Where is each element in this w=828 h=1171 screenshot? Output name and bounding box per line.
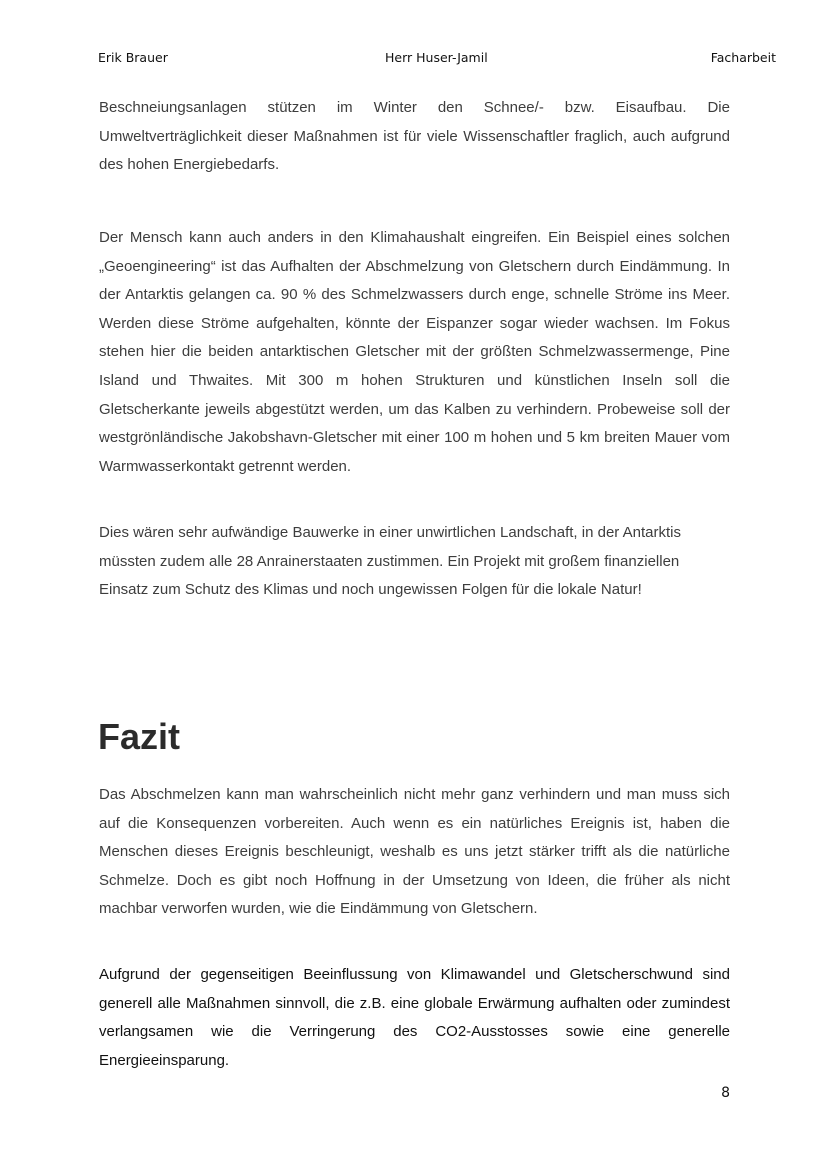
page-header bbox=[98, 50, 776, 70]
header-teacher: Herr Huser-Jamil bbox=[385, 50, 488, 65]
paragraph-geoengineering: Der Mensch kann auch anders in den Klimahaushalt eingreifen. Ein Beispiel eines solchen „Geoengineering“ ist das Aufhalten der Abschmelzung von Gletschern durch Eindämmung. In der Antarktis gelangen ca. 90 % des Schmelzwassers durch enge, schnelle Ströme ins Meer. Werden diese Ströme aufgehalten, könnte der Eispanzer sogar wieder wachsen. Im Fokus stehen hier die beiden antarktischen Gletscher mit der größten Schmelzwassermenge, Pine Island und Thwaites. Mit 300 m hohen Strukturen und künstlichen Inseln soll die Gletscherkante jeweils abgestützt werden, um das Kalben zu verhindern. Probeweise soll der westgrönländische Jakobshavn-Gletscher mit einer 100 m hohen und 5 km breiten Mauer vom Warmwasserkontakt getrennt werden. bbox=[99, 229, 730, 475]
paragraph-conclusion-1: Das Abschmelzen kann man wahrscheinlich nicht mehr ganz verhindern und man muss sich auf die Konsequenzen vorbereiten. Auch wenn es ein natürliches Ereignis ist, haben die Menschen dieses Ereignis beschleunigt, weshalb es uns jetzt stärker trifft als die natürliche Schmelze. Doch es gibt noch Hoffnung in der Umsetzung von Ideen, die früher als nicht machbar verworfen wurden, wie die Eindämmung von Gletschern. bbox=[99, 786, 730, 918]
header-author: Erik Brauer bbox=[98, 50, 168, 65]
paragraph-snowmaking: Beschneiungsanlagen stützen im Winter den Schnee/- bzw. Eisaufbau. Die Umweltverträglichkeit dieser Maßnahmen ist für viele Wissenschaftler fraglich, auch aufgrund des hohen Energiebedarfs. bbox=[99, 99, 730, 174]
page-number: 8 bbox=[721, 1085, 730, 1101]
header-document-type: Facharbeit bbox=[710, 50, 776, 65]
section-heading-fazit: Fazit bbox=[98, 716, 181, 757]
paragraph-conclusion-2: Aufgrund der gegenseitigen Beeinflussung von Klimawandel und Gletscherschwund sind generell alle Maßnahmen sinnvoll, die z.B. eine globale Erwärmung aufhalten oder zumindest verlangsamen wie die Verringerung des CO2-Ausstosses sowie eine generelle Energieeinsparung. bbox=[99, 966, 730, 1069]
paragraph-construction-effort: Dies wären sehr aufwändige Bauwerke in einer unwirtlichen Landschaft, in der Antarktis müssten zudem alle 28 Anrainerstaaten zustimmen. Ein Projekt mit großem finanziellen Einsatz zum Schutz des Klimas und noch ungewissen Folgen für die lokale Natur! bbox=[99, 524, 681, 599]
